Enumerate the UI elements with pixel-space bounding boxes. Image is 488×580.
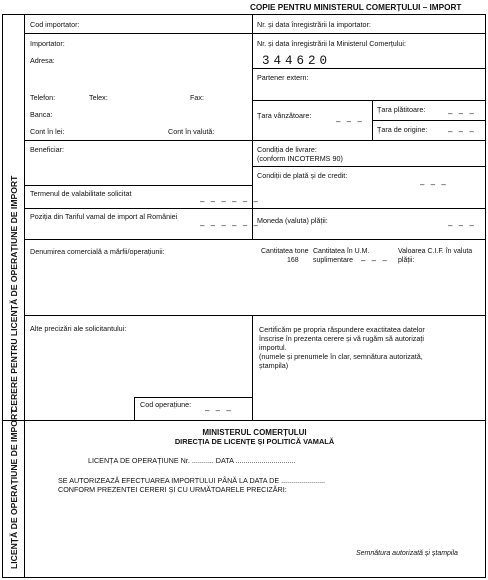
- licenta-number-line: LICENȚA DE OPERAȚIUNE Nr. ........... DATA ..............................: [88, 456, 296, 465]
- tara-vanzatoare-label: Țara vânzătoare:: [257, 111, 312, 120]
- telefon-label: Telefon:: [30, 93, 56, 102]
- cantitatea-tone-label: Cantitatea tone: [261, 248, 309, 255]
- termen-blank: – – – – – –: [200, 197, 260, 206]
- adresa-label: Adresa:: [30, 56, 55, 65]
- conditia-livrare-label: Condiția de livrare:: [257, 145, 317, 154]
- directia-heading: DIRECȚIA DE LICENȚE ȘI POLITICĂ VAMALĂ: [174, 437, 335, 446]
- certificam-line-4: (numele și prenumele în clar, semnătura autorizată,: [259, 352, 423, 361]
- certificam-line-2: înscrise în prezenta cerere și vă rugăm să autorizați: [259, 334, 424, 343]
- row-line: [252, 166, 485, 167]
- autorizeaza-line-2: CONFORM PREZENTEI CERERI ȘI CU URMĂTOARELE PRECIZĂRI:: [58, 485, 287, 494]
- fax-label: Fax:: [190, 93, 204, 102]
- row-line: [252, 100, 485, 101]
- row-line: [24, 239, 485, 240]
- cantitatea-um-label: Cantitatea în U.M. suplimentare: [313, 248, 370, 264]
- conform-incoterms-label: (conform INCOTERMS 90): [257, 154, 343, 163]
- side-label-license: LICENȚĂ DE OPERAȚIUNE DE IMPORT: [9, 408, 19, 569]
- cod-importator-label: Cod importator:: [30, 20, 80, 29]
- row-line: [24, 140, 485, 141]
- conditii-plata-blank: – – –: [420, 180, 448, 189]
- row-line: [372, 120, 485, 121]
- certificam-line-1: Certificăm pe propria răspundere exactitatea datelor: [259, 325, 425, 334]
- banca-label: Banca:: [30, 110, 53, 119]
- beneficiar-label: Beneficiar:: [30, 145, 64, 154]
- row-line: [24, 315, 485, 316]
- termen-valabilitate-label: Termenul de valabilitate solicitat: [30, 189, 132, 198]
- tara-origine-blank: – – –: [448, 127, 476, 136]
- nr-data-minister-label: Nr. și data înregistrării la Ministerul Comerțului:: [257, 39, 406, 48]
- section-separator: [2, 420, 485, 421]
- cont-lei-label: Cont în lei:: [30, 127, 65, 136]
- pozitia-blank: – – – – – –: [200, 221, 260, 230]
- cantitatea-um-blank: – – –: [361, 256, 389, 265]
- form-title: COPIE PENTRU MINISTERUL COMERȚULUI – IMPORT: [250, 3, 462, 12]
- row-line: [252, 68, 485, 69]
- telex-label: Telex:: [89, 93, 108, 102]
- row-line: [24, 185, 252, 186]
- side-column-divider: [24, 14, 25, 577]
- moneda-label: Moneda (valuta) plății:: [257, 216, 328, 225]
- autorizeaza-line-1: SE AUTORIZEAZĂ EFECTUAREA IMPORTULUI PÂNĂ LA DATA DE ......................: [58, 476, 326, 485]
- partener-extern-label: Partener extern:: [257, 73, 309, 82]
- cod-operatiune-label: Cod operațiune:: [140, 400, 192, 409]
- tara-platitoare-label: Țara plătitoare:: [377, 105, 426, 114]
- cod-operatiune-blank: – – –: [205, 406, 233, 415]
- tara-origine-label: Țara de origine:: [377, 125, 428, 134]
- tara-platitoare-blank: – – –: [448, 109, 476, 118]
- pozitia-tarif-label: Poziția din Tariful vamal de import al României: [30, 212, 178, 221]
- conditii-plata-label: Condiții de plată și de credit:: [257, 171, 348, 180]
- cont-valuta-label: Cont în valută:: [168, 127, 215, 136]
- certificam-line-3: importul.: [259, 343, 287, 352]
- denumirea-label: Denumirea comercială a mărfii/operațiunii:: [30, 247, 165, 256]
- registration-number: 344620: [262, 54, 332, 68]
- cantitatea-tone-value: 168: [287, 257, 299, 264]
- nr-data-importator-label: Nr. și data înregistrării la importator:: [257, 20, 371, 29]
- valoarea-cif-label: Valoarea C.I.F. în valuta plății:: [398, 248, 473, 264]
- row-line: [24, 33, 485, 34]
- tara-vanzatoare-blank: – – –: [336, 117, 364, 126]
- semnatura-label: Semnătura autorizată și ștampila: [356, 550, 458, 557]
- row-line: [24, 208, 485, 209]
- alte-precizari-label: Alte precizări ale solicitantului:: [30, 324, 127, 333]
- side-label-request: CERERE PENTRU LICENȚĂ DE OPERAȚIUNE DE IMPORT: [9, 175, 19, 412]
- minister-heading: MINISTERUL COMERȚULUI: [202, 428, 307, 437]
- certificam-line-5: ștampila): [259, 361, 289, 370]
- importator-label: Importator:: [30, 39, 65, 48]
- moneda-blank: – – –: [448, 221, 476, 230]
